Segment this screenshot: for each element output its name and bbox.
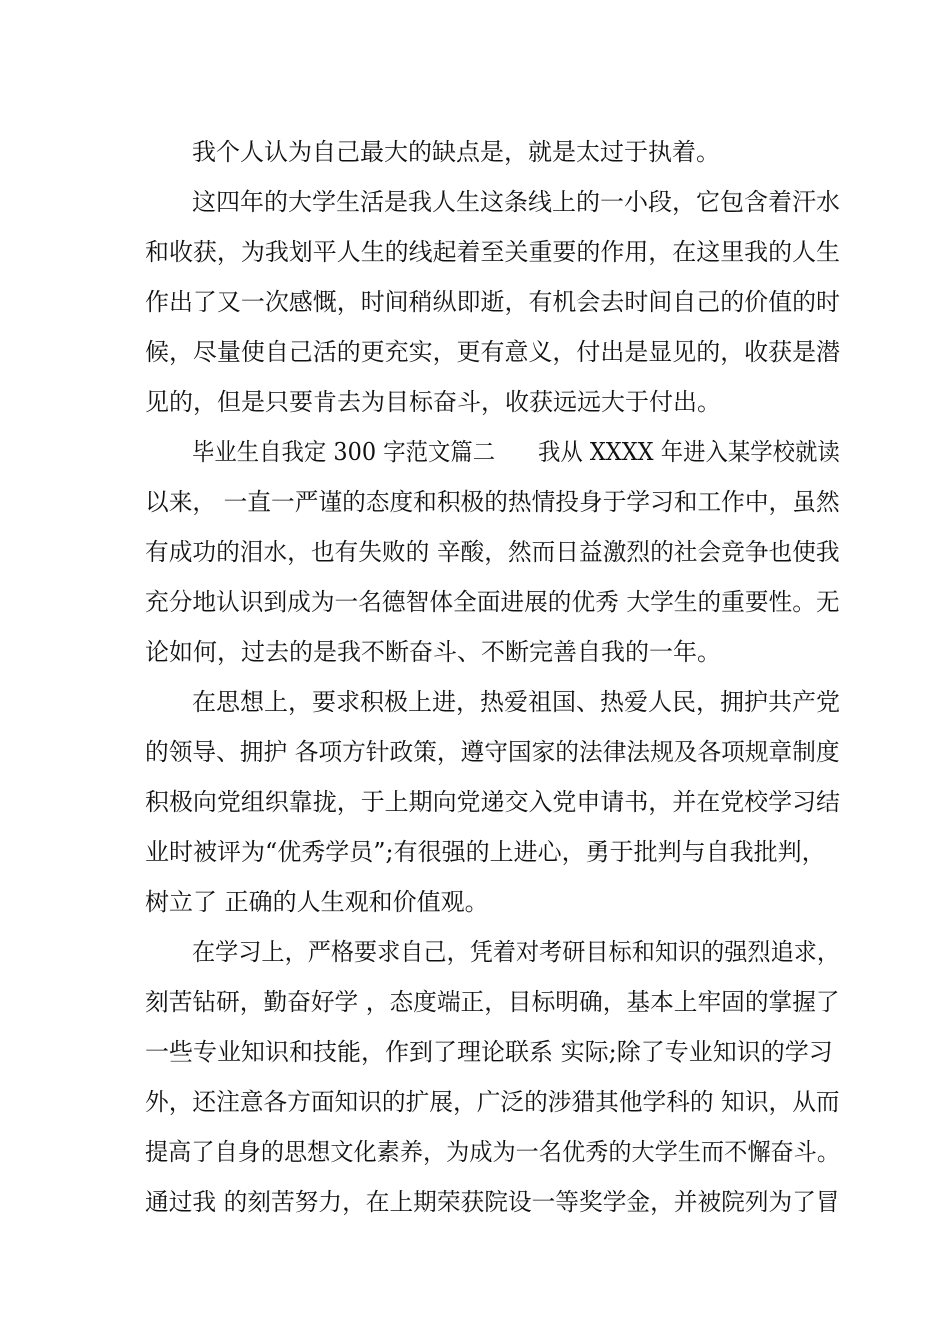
text-line: 一些专业知识和技能，作到了理论联系 实际;除了专业知识的学习 — [145, 1038, 833, 1066]
text-line — [192, 435, 840, 469]
text-line: 和收获，为我划平人生的线起着至关重要的作用，在这里我的人生 — [145, 238, 841, 266]
text-line: 刻苦钻研，勤奋好学 ，态度端正，目标明确，基本上牢固的掌握了 — [145, 988, 840, 1016]
text-line: 以来， 一直一严谨的态度和积极的热情投身于学习和工作中，虽然 — [145, 488, 840, 516]
text-line: 的领导、拥护 各项方针政策，遵守国家的法律法规及各项规章制度 — [145, 738, 840, 766]
section-heading: 毕业生自我定 300 字范文篇二 — [192, 438, 496, 466]
text-line: 外，还注意各方面知识的扩展，广泛的涉猎其他学科的 知识，从而 — [145, 1088, 840, 1116]
text-line: 在思想上，要求积极上进，热爱祖国、热爱人民，拥护共产党 — [192, 688, 840, 716]
text-line: 积极向党组织靠拢，于上期向党递交入党申请书，并在党校学习结 — [145, 788, 841, 816]
text-line: 候，尽量使自己活的更充实，更有意义，付出是显见的，收获是潜 — [145, 338, 841, 366]
text-line: 我个人认为自己最大的缺点是，就是太过于执着。 — [192, 138, 720, 166]
text-line-continuation: 我从 XXXX 年进入某学校就读 — [537, 438, 840, 466]
text-line: 充分地认识到成为一名德智体全面进展的优秀 大学生的重要性。无 — [145, 588, 840, 616]
text-line: 通过我 的刻苦努力，在上期荣获院设一等奖学金，并被院列为了冒 — [145, 1188, 840, 1216]
text-line: 有成功的泪水，也有失败的 辛酸，然而日益激烈的社会竞争也使我 — [145, 538, 840, 566]
text-line: 见的，但是只要肯去为目标奋斗，收获远远大于付出。 — [145, 388, 721, 416]
text-line: 提高了自身的思想文化素养，为成为一名优秀的大学生而不懈奋斗。 — [145, 1138, 841, 1166]
text-line: 在学习上，严格要求自己，凭着对考研目标和知识的强烈追求， — [192, 938, 841, 966]
text-line: 这四年的大学生活是我人生这条线上的一小段，它包含着汗水 — [192, 188, 840, 216]
text-line: 论如何，过去的是我不断奋斗、不断完善自我的一年。 — [145, 638, 721, 666]
text-line: 树立了 正确的人生观和价值观。 — [145, 888, 489, 916]
text-line: 业时被评为“优秀学员”;有很强的上进心，勇于批判与自我批判， — [145, 838, 826, 866]
text-line: 作出了又一次感慨，时间稍纵即逝，有机会去时间自己的价值的时 — [145, 288, 841, 316]
